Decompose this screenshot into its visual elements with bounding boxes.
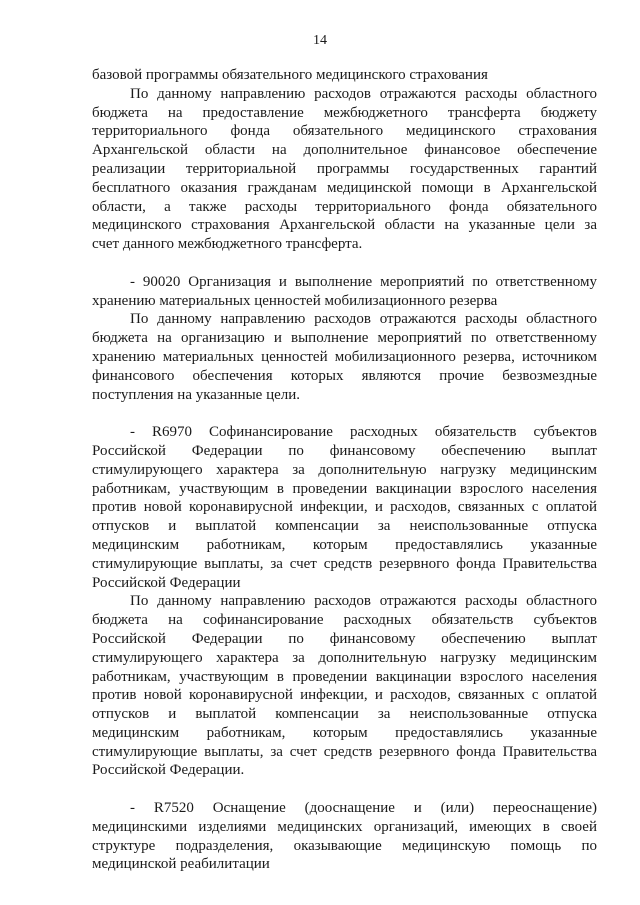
- text-line: По данному направлению расходов отражаются расходы областного: [130, 311, 597, 328]
- text-line: - 90020 Организация и выполнение мероприятий по ответственному: [130, 273, 597, 290]
- text-line: работникам, участвующим в проведении вакцинации взрослого населения: [92, 480, 597, 497]
- text-line: работникам, участвующим в проведении вакцинации взрослого населения: [92, 668, 597, 685]
- document-body: [92, 66, 597, 874]
- text-line: Российской Федерации по финансовому обеспечению выплат: [92, 442, 597, 459]
- text-block: [92, 423, 597, 780]
- text-line: бесплатного оказания гражданам медицинской помощи в Архангельской: [92, 179, 597, 196]
- text-line: против новой коронавирусной инфекции, и расходов, связанных с оплатой: [92, 687, 597, 704]
- text-line: медицинской реабилитации: [92, 856, 270, 873]
- text-line: области, а также расходы территориального фонда обязательного: [92, 198, 597, 215]
- text-line: бюджета на софинансирование расходных обязательств субъектов: [92, 612, 597, 629]
- text-line: - R6970 Софинансирование расходных обязательств субъектов: [130, 424, 597, 441]
- text-line: Российской Федерации.: [92, 762, 245, 779]
- text-line: По данному направлению расходов отражаются расходы областного: [130, 85, 597, 102]
- text-line: отпусков и выплатой компенсации за неиспользованные отпуска: [92, 518, 597, 535]
- text-line: хранению материальных ценностей мобилизационного резерва: [92, 292, 498, 309]
- text-line: Российской Федерации по финансовому обеспечению выплат: [92, 630, 597, 647]
- text-line: хранению материальных ценностей мобилизационного резерва, источником: [92, 348, 597, 365]
- text-line: По данному направлению расходов отражаются расходы областного: [130, 593, 597, 610]
- text-line: стимулирующие выплаты, за счет средств резервного фонда Правительства: [92, 555, 597, 572]
- text-line: Архангельской области на дополнительное финансовое обеспечение: [92, 142, 597, 159]
- text-block: [92, 273, 597, 405]
- text-line: Российской Федерации: [92, 574, 241, 591]
- text-line: территориального фонда обязательного медицинского страхования: [92, 123, 597, 140]
- paragraph-gap: [92, 780, 597, 799]
- text-line: стимулирующие выплаты, за счет средств резервного фонда Правительства: [92, 743, 597, 760]
- text-line: базовой программы обязательного медицинского страхования: [92, 67, 488, 83]
- text-line: медицинскими изделиями медицинских организаций, имеющих в своей: [92, 818, 597, 835]
- text-line: - R7520 Оснащение (дооснащение и (или) переоснащение): [130, 800, 597, 817]
- text-line: реализации территориальной программы государственных гарантий: [92, 160, 597, 177]
- text-line: медицинским работникам, которым предоставлялись указанные: [92, 724, 597, 741]
- text-line: стимулирующего характера за дополнительную нагрузку медицинским: [92, 461, 597, 478]
- text-line: поступления на указанные цели.: [92, 386, 301, 403]
- page-number: 14: [313, 33, 327, 48]
- text-block: [92, 66, 597, 254]
- text-line: бюджета на организацию и выполнение мероприятий по ответственному: [92, 330, 597, 347]
- paragraph-gap: [92, 404, 597, 423]
- text-line: против новой коронавирусной инфекции, и расходов, связанных с оплатой: [92, 499, 597, 516]
- text-line: медицинским работникам, которым предоставлялись указанные: [92, 536, 597, 553]
- paragraph-gap: [92, 254, 597, 273]
- text-line: стимулирующего характера за дополнительную нагрузку медицинским: [92, 649, 597, 666]
- text-line: структуре подразделения, оказывающие медицинскую помощь по: [92, 837, 597, 854]
- text-block: [92, 799, 597, 874]
- text-line: бюджета на предоставление межбюджетного трансферта бюджету: [92, 104, 597, 121]
- text-line: счет данного межбюджетного трансферта.: [92, 236, 363, 253]
- text-line: финансового обеспечения которых являются прочие безвозмездные: [92, 367, 597, 384]
- text-line: медицинского страхования Архангельской области на указанные цели за: [92, 217, 597, 234]
- text-line: отпусков и выплатой компенсации за неиспользованные отпуска: [92, 706, 597, 723]
